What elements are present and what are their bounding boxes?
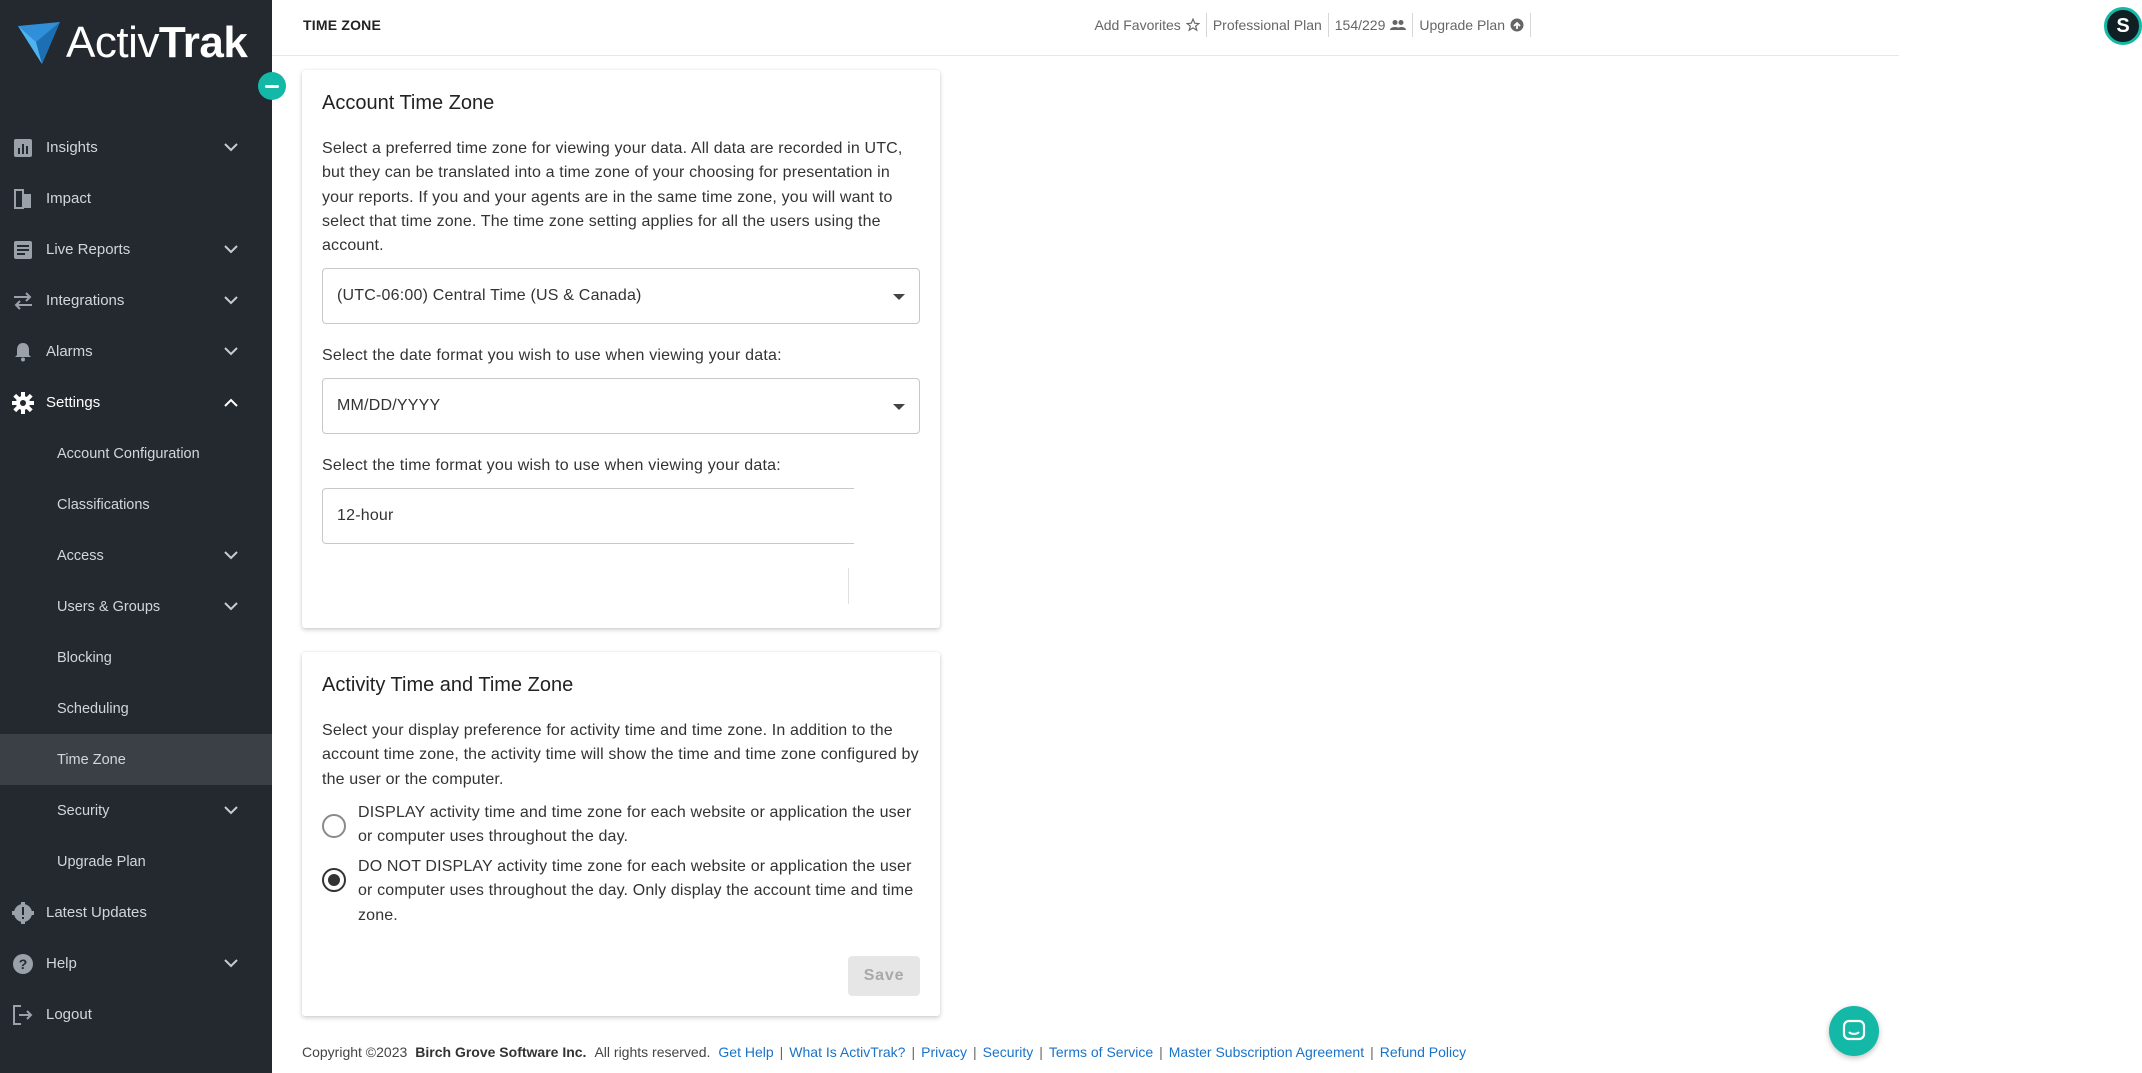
copyright-text: Copyright ©2023 [302, 1044, 408, 1060]
sidebar-item-label: Live Reports [46, 241, 131, 258]
badge-icon [12, 902, 34, 924]
add-favorites-link[interactable] [1088, 13, 1206, 37]
footer-link-security[interactable]: Security [982, 1044, 1034, 1060]
sidebar-item-label: Alarms [46, 343, 93, 360]
top-bar [272, 0, 2130, 56]
chevron-down-icon [220, 341, 242, 363]
sidebar-item-account-configuration[interactable] [0, 428, 272, 479]
date-format-select-value: MM/DD/YYYY [337, 397, 441, 414]
footer-link-privacy[interactable]: Privacy [921, 1044, 968, 1060]
activtrak-logo-icon [16, 20, 62, 66]
sidebar-item-label: Latest Updates [46, 904, 147, 921]
users-icon [1390, 19, 1406, 31]
sidebar-item-insights[interactable] [0, 122, 272, 173]
chevron-down-icon [220, 800, 242, 822]
insights-icon [12, 137, 34, 159]
rights-text: All rights reserved. [594, 1044, 711, 1060]
gear-icon [12, 392, 34, 414]
sidebar-item-impact[interactable] [0, 173, 272, 224]
sidebar-item-label: Security [57, 802, 110, 819]
chevron-down-icon [220, 953, 242, 975]
chevron-up-icon [220, 392, 242, 414]
separator: | [911, 1044, 916, 1060]
footer-link-what-is-activtrak[interactable]: What Is ActivTrak? [789, 1044, 906, 1060]
footer-link-terms-of-service[interactable]: Terms of Service [1048, 1044, 1154, 1060]
chevron-down-icon [220, 596, 242, 618]
sidebar-item-security[interactable] [0, 785, 272, 836]
page-title: TIME ZONE [303, 17, 382, 33]
sidebar-item-latest-updates[interactable] [0, 887, 272, 938]
date-format-label: Select the date format you wish to use when viewing your data: [322, 347, 782, 364]
timezone-select-value: (UTC-06:00) Central Time (US & Canada) [337, 287, 642, 304]
chevron-down-icon [220, 137, 242, 159]
logo-text: ActivTrak [66, 18, 248, 67]
footer-link-master-subscription-agreement[interactable]: Master Subscription Agreement [1168, 1044, 1365, 1060]
sidebar-item-label: Scheduling [57, 700, 129, 717]
star-icon [1186, 18, 1200, 32]
sidebar-item-alarms[interactable] [0, 326, 272, 377]
sidebar-item-label: Users & Groups [57, 598, 161, 615]
card-description: Select a preferred time zone for viewing your data. All data are recorded in UTC, but they can be translated into a time zone of your choosing for presentation in your reports. If you and your agents are in the same time zone, you will want to select that time zone. The time zone setting applies for all the users using the account. [322, 140, 903, 255]
chevron-down-icon [220, 290, 242, 312]
radio-label: DO NOT DISPLAY activity time zone for each website or application the user or computer uses throughout the day. Only display the account time and time zone. [358, 858, 914, 924]
card-title: Activity Time and Time Zone [322, 674, 574, 696]
timezone-select[interactable] [322, 268, 920, 324]
sidebar-item-label: Access [57, 547, 104, 564]
license-count[interactable] [1329, 13, 1414, 37]
time-format-label: Select the time format you wish to use when viewing your data: [322, 457, 781, 474]
sidebar-item-label: Impact [46, 190, 92, 207]
radio-unchecked-icon[interactable] [322, 814, 346, 838]
impact-icon [12, 188, 34, 210]
separator: | [779, 1044, 784, 1060]
sidebar [0, 0, 272, 1073]
separator: | [1370, 1044, 1374, 1060]
radio-checked-icon[interactable] [322, 868, 346, 892]
save-button[interactable]: Save [848, 956, 920, 996]
chevron-down-icon [220, 545, 242, 567]
time-format-select-value: 12-hour [337, 507, 394, 524]
logout-icon [12, 1004, 34, 1026]
radio-label: DISPLAY activity time and time zone for each website or application the user or computer uses throughout the day. [358, 804, 912, 846]
collapse-sidebar-button[interactable] [258, 72, 286, 100]
chat-button[interactable] [1829, 1006, 1879, 1056]
date-format-select[interactable] [322, 378, 920, 434]
help-icon [12, 953, 34, 975]
footer [302, 1044, 1466, 1060]
sidebar-item-label: Time Zone [57, 751, 126, 768]
separator: | [1159, 1044, 1163, 1060]
upgrade-plan-link[interactable] [1413, 13, 1531, 37]
separator: | [1039, 1044, 1043, 1060]
upgrade-icon [1510, 18, 1524, 32]
upgrade-plan-label: Upgrade Plan [1419, 17, 1505, 33]
sidebar-item-help[interactable] [0, 938, 272, 989]
sidebar-item-users-groups[interactable] [0, 581, 272, 632]
dropdown-arrow-icon [893, 294, 905, 300]
divider [848, 568, 849, 604]
account-time-zone-card [302, 70, 940, 628]
sidebar-item-label: Logout [46, 1006, 92, 1023]
integrations-icon [12, 290, 34, 312]
live-reports-icon [12, 239, 34, 261]
chat-icon [1842, 1019, 1866, 1043]
sidebar-item-label: Upgrade Plan [57, 853, 146, 870]
radio-do-not-display-activity-time[interactable] [322, 855, 922, 928]
card-description: Select your display preference for activity time and time zone. In addition to the account time zone, the activity time will show the time and time zone configured by the user or the computer. [322, 722, 919, 788]
avatar[interactable]: S [2104, 7, 2142, 45]
sidebar-item-label: Blocking [57, 649, 112, 666]
chevron-down-icon [220, 239, 242, 261]
sidebar-item-time-zone[interactable] [0, 734, 272, 785]
dropdown-arrow-icon [893, 404, 905, 410]
sidebar-item-upgrade-plan[interactable] [0, 836, 272, 887]
plan-text: Professional Plan [1212, 17, 1322, 33]
sidebar-item-scheduling[interactable] [0, 683, 272, 734]
sidebar-item-settings[interactable] [0, 377, 272, 428]
owner-text: Birch Grove Software Inc. [415, 1044, 587, 1060]
svg-text:?: ? [18, 955, 28, 972]
separator: | [973, 1044, 977, 1060]
minus-icon [265, 85, 279, 88]
sidebar-item-label: Integrations [46, 292, 125, 309]
sidebar-item-label: Account Configuration [57, 445, 200, 462]
plan-label [1207, 13, 1329, 37]
sidebar-item-label: Help [46, 955, 77, 972]
top-links [1088, 13, 1531, 37]
radio-display-activity-time[interactable] [322, 801, 922, 849]
sidebar-item-access[interactable] [0, 530, 272, 581]
sidebar-item-logout[interactable] [0, 989, 272, 1040]
footer-link-refund-policy[interactable]: Refund Policy [1379, 1044, 1467, 1060]
sidebar-item-label: Classifications [57, 496, 150, 513]
sidebar-item-integrations[interactable] [0, 275, 272, 326]
sidebar-item-live-reports[interactable] [0, 224, 272, 275]
activity-time-zone-card [302, 652, 940, 1016]
card-title: Account Time Zone [322, 92, 495, 114]
time-format-select[interactable] [322, 488, 854, 544]
footer-link-get-help[interactable]: Get Help [718, 1044, 774, 1060]
sidebar-item-label: Settings [46, 394, 101, 411]
activtrak-logo[interactable] [16, 18, 247, 68]
sidebar-item-label: Insights [46, 139, 98, 156]
sidebar-item-blocking[interactable] [0, 632, 272, 683]
sidebar-nav [0, 122, 272, 1040]
sidebar-item-classifications[interactable] [0, 479, 272, 530]
bell-icon [12, 341, 34, 363]
license-count-text: 154/229 [1334, 17, 1386, 33]
add-favorites-label: Add Favorites [1094, 17, 1181, 33]
